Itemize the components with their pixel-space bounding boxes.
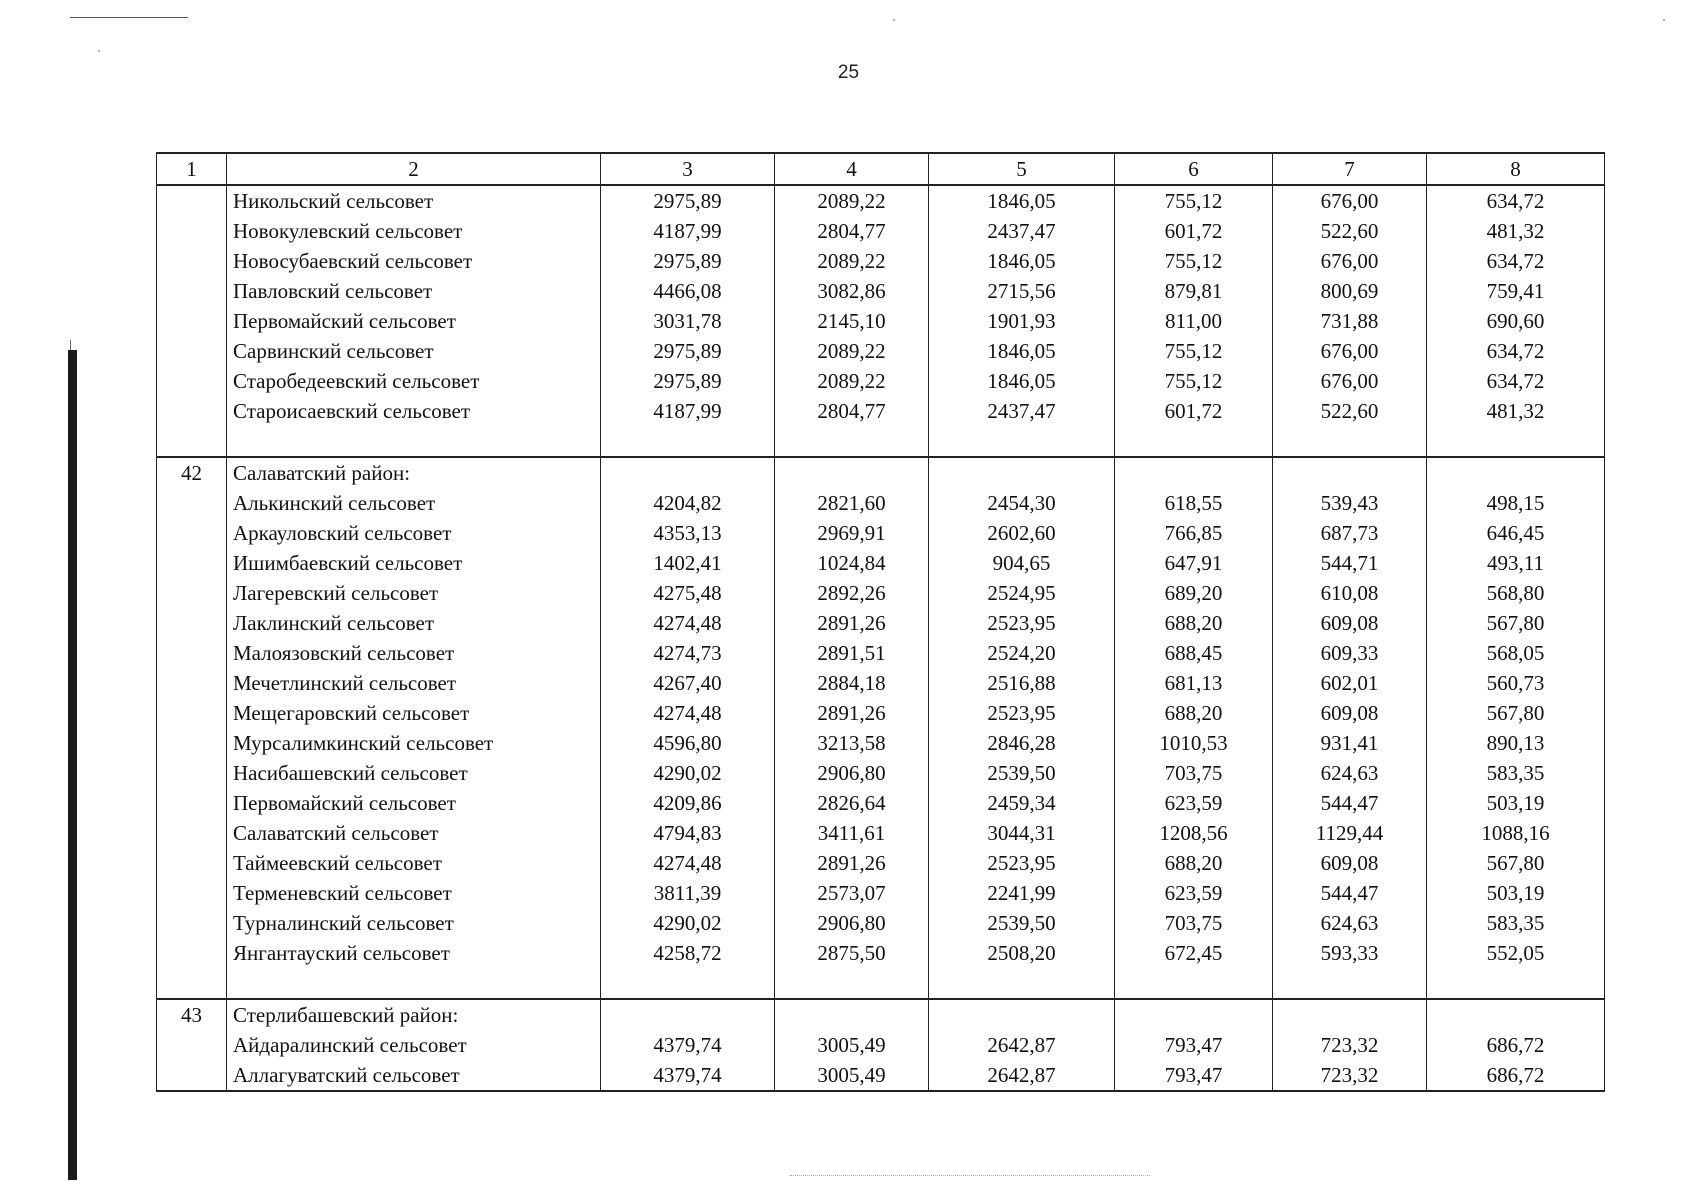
value-col-4: 2089,22	[775, 246, 929, 276]
row-number	[157, 548, 227, 578]
settlement-name: Турналинский сельсовет	[227, 908, 601, 938]
value-col-4: 2089,22	[775, 185, 929, 216]
row-number	[157, 1030, 227, 1060]
value-col-8: 503,19	[1427, 788, 1605, 818]
value-col-7: 544,71	[1273, 548, 1427, 578]
scan-artifact-dashes	[790, 1175, 1150, 1176]
value-col-7: 522,60	[1273, 396, 1427, 457]
row-number	[157, 246, 227, 276]
empty-cell	[1273, 999, 1427, 1030]
value-col-5: 2539,50	[929, 758, 1115, 788]
value-col-3: 4187,99	[601, 396, 775, 457]
value-col-8: 646,45	[1427, 518, 1605, 548]
row-number: 42	[157, 457, 227, 488]
row-number	[157, 788, 227, 818]
column-number-7: 7	[1273, 153, 1427, 185]
row-number	[157, 276, 227, 306]
empty-cell	[1273, 457, 1427, 488]
value-col-5: 2524,95	[929, 578, 1115, 608]
value-col-7: 624,63	[1273, 908, 1427, 938]
empty-cell	[775, 457, 929, 488]
value-col-5: 2437,47	[929, 396, 1115, 457]
row-number	[157, 396, 227, 457]
settlement-name: Аллагуватский сельсовет	[227, 1060, 601, 1091]
empty-cell	[929, 457, 1115, 488]
settlement-name: Новокулевский сельсовет	[227, 216, 601, 246]
table-row	[157, 668, 1605, 698]
value-col-8: 686,72	[1427, 1030, 1605, 1060]
value-col-7: 931,41	[1273, 728, 1427, 758]
value-col-5: 1846,05	[929, 366, 1115, 396]
value-col-5: 2516,88	[929, 668, 1115, 698]
value-col-3: 1402,41	[601, 548, 775, 578]
column-number-4: 4	[775, 153, 929, 185]
value-col-5: 2539,50	[929, 908, 1115, 938]
value-col-6: 703,75	[1115, 908, 1273, 938]
value-col-8: 759,41	[1427, 276, 1605, 306]
settlement-name: Насибашевский сельсовет	[227, 758, 601, 788]
value-col-7: 687,73	[1273, 518, 1427, 548]
value-col-5: 1901,93	[929, 306, 1115, 336]
value-col-6: 623,59	[1115, 788, 1273, 818]
value-col-5: 2523,95	[929, 848, 1115, 878]
value-col-4: 2892,26	[775, 578, 929, 608]
value-col-3: 4274,73	[601, 638, 775, 668]
value-col-4: 2089,22	[775, 336, 929, 366]
row-number	[157, 698, 227, 728]
value-col-6: 618,55	[1115, 488, 1273, 518]
settlement-name: Новосубаевский сельсовет	[227, 246, 601, 276]
value-col-3: 4290,02	[601, 758, 775, 788]
value-col-6: 601,72	[1115, 396, 1273, 457]
value-col-8: 481,32	[1427, 396, 1605, 457]
value-col-7: 609,08	[1273, 608, 1427, 638]
value-col-4: 2891,51	[775, 638, 929, 668]
value-col-5: 2524,20	[929, 638, 1115, 668]
value-col-8: 890,13	[1427, 728, 1605, 758]
value-col-7: 731,88	[1273, 306, 1427, 336]
value-col-3: 4379,74	[601, 1030, 775, 1060]
value-col-6: 755,12	[1115, 246, 1273, 276]
value-col-7: 609,08	[1273, 848, 1427, 878]
table-row	[157, 788, 1605, 818]
table-row	[157, 185, 1605, 216]
scan-artifact-dot	[893, 19, 895, 21]
value-col-5: 2508,20	[929, 938, 1115, 999]
value-col-6: 811,00	[1115, 306, 1273, 336]
row-number	[157, 185, 227, 216]
value-col-3: 3811,39	[601, 878, 775, 908]
row-number	[157, 306, 227, 336]
table-row	[157, 366, 1605, 396]
value-col-8: 634,72	[1427, 246, 1605, 276]
value-col-8: 560,73	[1427, 668, 1605, 698]
row-number: 43	[157, 999, 227, 1030]
value-col-6: 688,20	[1115, 608, 1273, 638]
value-col-3: 4379,74	[601, 1060, 775, 1091]
row-number	[157, 366, 227, 396]
value-col-7: 723,32	[1273, 1060, 1427, 1091]
value-col-8: 567,80	[1427, 608, 1605, 638]
table-row	[157, 908, 1605, 938]
value-col-3: 2975,89	[601, 246, 775, 276]
value-col-6: 647,91	[1115, 548, 1273, 578]
row-number	[157, 878, 227, 908]
value-col-4: 2906,80	[775, 908, 929, 938]
row-number	[157, 608, 227, 638]
value-col-7: 676,00	[1273, 336, 1427, 366]
settlement-name: Мечетлинский сельсовет	[227, 668, 601, 698]
column-number-3: 3	[601, 153, 775, 185]
value-col-7: 602,01	[1273, 668, 1427, 698]
table-row	[157, 698, 1605, 728]
value-col-3: 3031,78	[601, 306, 775, 336]
value-col-4: 2804,77	[775, 216, 929, 246]
value-col-3: 4267,40	[601, 668, 775, 698]
settlement-name: Староисаевский сельсовет	[227, 396, 601, 457]
row-number	[157, 518, 227, 548]
table-row	[157, 518, 1605, 548]
table-row	[157, 938, 1605, 999]
value-col-4: 2906,80	[775, 758, 929, 788]
table-row	[157, 216, 1605, 246]
value-col-7: 609,33	[1273, 638, 1427, 668]
row-number	[157, 908, 227, 938]
value-col-5: 2642,87	[929, 1060, 1115, 1091]
empty-cell	[601, 457, 775, 488]
value-col-7: 723,32	[1273, 1030, 1427, 1060]
data-table	[156, 152, 1605, 1092]
settlement-name: Айдаралинский сельсовет	[227, 1030, 601, 1060]
value-col-5: 2459,34	[929, 788, 1115, 818]
settlement-name: Терменевский сельсовет	[227, 878, 601, 908]
value-col-3: 4794,83	[601, 818, 775, 848]
value-col-7: 610,08	[1273, 578, 1427, 608]
empty-cell	[775, 999, 929, 1030]
value-col-3: 4274,48	[601, 848, 775, 878]
value-col-8: 481,32	[1427, 216, 1605, 246]
column-number-header	[157, 153, 1605, 185]
table-row	[157, 878, 1605, 908]
row-number	[157, 336, 227, 366]
table-row	[157, 246, 1605, 276]
row-number	[157, 938, 227, 999]
value-col-6: 793,47	[1115, 1060, 1273, 1091]
row-number	[157, 848, 227, 878]
value-col-7: 544,47	[1273, 788, 1427, 818]
settlement-name: Алькинский сельсовет	[227, 488, 601, 518]
value-col-3: 4187,99	[601, 216, 775, 246]
value-col-6: 623,59	[1115, 878, 1273, 908]
settlement-name: Ишимбаевский сельсовет	[227, 548, 601, 578]
value-col-8: 686,72	[1427, 1060, 1605, 1091]
value-col-3: 4274,48	[601, 698, 775, 728]
value-col-6: 689,20	[1115, 578, 1273, 608]
value-col-6: 755,12	[1115, 336, 1273, 366]
value-col-7: 676,00	[1273, 246, 1427, 276]
value-col-4: 3005,49	[775, 1060, 929, 1091]
value-col-8: 567,80	[1427, 848, 1605, 878]
column-number-5: 5	[929, 153, 1115, 185]
value-col-8: 583,35	[1427, 908, 1605, 938]
value-col-6: 672,45	[1115, 938, 1273, 999]
settlement-name: Сарвинский сельсовет	[227, 336, 601, 366]
district-name: Стерлибашевский район:	[227, 999, 601, 1030]
scan-artifact-line	[70, 17, 188, 18]
value-col-3: 4353,13	[601, 518, 775, 548]
scan-artifact-dot	[1663, 19, 1665, 21]
table-row	[157, 848, 1605, 878]
value-col-4: 3082,86	[775, 276, 929, 306]
value-col-4: 3213,58	[775, 728, 929, 758]
value-col-3: 4290,02	[601, 908, 775, 938]
empty-cell	[929, 999, 1115, 1030]
value-col-3: 4596,80	[601, 728, 775, 758]
table-row	[157, 1060, 1605, 1091]
value-col-4: 3411,61	[775, 818, 929, 848]
binding-shadow	[68, 350, 77, 1180]
settlement-name: Первомайский сельсовет	[227, 306, 601, 336]
settlement-name: Павловский сельсовет	[227, 276, 601, 306]
settlement-name: Никольский сельсовет	[227, 185, 601, 216]
value-col-3: 4204,82	[601, 488, 775, 518]
value-col-8: 552,05	[1427, 938, 1605, 999]
value-col-5: 2715,56	[929, 276, 1115, 306]
table-body	[157, 185, 1605, 1091]
table-row	[157, 608, 1605, 638]
value-col-8: 498,15	[1427, 488, 1605, 518]
table-row	[157, 728, 1605, 758]
value-col-3: 2975,89	[601, 185, 775, 216]
row-number	[157, 578, 227, 608]
value-col-4: 2891,26	[775, 698, 929, 728]
column-number-2: 2	[227, 153, 601, 185]
value-col-6: 755,12	[1115, 185, 1273, 216]
value-col-8: 493,11	[1427, 548, 1605, 578]
value-col-3: 2975,89	[601, 336, 775, 366]
table-row	[157, 488, 1605, 518]
value-col-6: 703,75	[1115, 758, 1273, 788]
value-col-8: 690,60	[1427, 306, 1605, 336]
row-number	[157, 216, 227, 246]
value-col-5: 3044,31	[929, 818, 1115, 848]
settlement-name: Лаклинский сельсовет	[227, 608, 601, 638]
value-col-8: 583,35	[1427, 758, 1605, 788]
value-col-5: 2241,99	[929, 878, 1115, 908]
table-row	[157, 336, 1605, 366]
value-col-4: 2875,50	[775, 938, 929, 999]
value-col-4: 2884,18	[775, 668, 929, 698]
settlement-name: Янгантауский сельсовет	[227, 938, 601, 999]
table-row	[157, 638, 1605, 668]
settlement-name: Мещегаровский сельсовет	[227, 698, 601, 728]
row-number	[157, 488, 227, 518]
row-number	[157, 638, 227, 668]
value-col-8: 568,80	[1427, 578, 1605, 608]
district-row	[157, 999, 1605, 1030]
value-col-4: 2891,26	[775, 848, 929, 878]
settlement-name: Старобедеевский сельсовет	[227, 366, 601, 396]
settlement-name: Лагеревский сельсовет	[227, 578, 601, 608]
value-col-8: 503,19	[1427, 878, 1605, 908]
value-col-6: 766,85	[1115, 518, 1273, 548]
value-col-4: 2826,64	[775, 788, 929, 818]
value-col-3: 2975,89	[601, 366, 775, 396]
row-number	[157, 758, 227, 788]
value-col-4: 2804,77	[775, 396, 929, 457]
value-col-8: 568,05	[1427, 638, 1605, 668]
value-col-7: 624,63	[1273, 758, 1427, 788]
table-row	[157, 1030, 1605, 1060]
value-col-6: 879,81	[1115, 276, 1273, 306]
value-col-8: 567,80	[1427, 698, 1605, 728]
value-col-3: 4209,86	[601, 788, 775, 818]
value-col-4: 2145,10	[775, 306, 929, 336]
page-number: 25	[837, 62, 860, 83]
value-col-5: 904,65	[929, 548, 1115, 578]
settlement-name: Мурсалимкинский сельсовет	[227, 728, 601, 758]
value-col-5: 2523,95	[929, 698, 1115, 728]
empty-cell	[601, 999, 775, 1030]
value-col-4: 2089,22	[775, 366, 929, 396]
value-col-6: 755,12	[1115, 366, 1273, 396]
table-row	[157, 276, 1605, 306]
value-col-3: 4258,72	[601, 938, 775, 999]
table-row	[157, 396, 1605, 457]
value-col-7: 676,00	[1273, 185, 1427, 216]
empty-cell	[1427, 999, 1605, 1030]
settlement-name: Таймеевский сельсовет	[227, 848, 601, 878]
value-col-6: 681,13	[1115, 668, 1273, 698]
settlement-name: Малоязовский сельсовет	[227, 638, 601, 668]
value-col-5: 2846,28	[929, 728, 1115, 758]
value-col-6: 688,45	[1115, 638, 1273, 668]
value-col-5: 2454,30	[929, 488, 1115, 518]
value-col-6: 1010,53	[1115, 728, 1273, 758]
table-row	[157, 818, 1605, 848]
district-row	[157, 457, 1605, 488]
value-col-8: 1088,16	[1427, 818, 1605, 848]
value-col-8: 634,72	[1427, 366, 1605, 396]
value-col-7: 522,60	[1273, 216, 1427, 246]
value-col-5: 1846,05	[929, 246, 1115, 276]
value-col-5: 2437,47	[929, 216, 1115, 246]
value-col-7: 539,43	[1273, 488, 1427, 518]
empty-cell	[1115, 457, 1273, 488]
value-col-7: 676,00	[1273, 366, 1427, 396]
value-col-4: 2891,26	[775, 608, 929, 638]
settlement-name: Первомайский сельсовет	[227, 788, 601, 818]
value-col-3: 4274,48	[601, 608, 775, 638]
table-row	[157, 758, 1605, 788]
value-col-7: 800,69	[1273, 276, 1427, 306]
value-col-6: 688,20	[1115, 698, 1273, 728]
value-col-4: 2821,60	[775, 488, 929, 518]
row-number	[157, 818, 227, 848]
value-col-6: 793,47	[1115, 1030, 1273, 1060]
value-col-6: 1208,56	[1115, 818, 1273, 848]
value-col-5: 2523,95	[929, 608, 1115, 638]
value-col-3: 4275,48	[601, 578, 775, 608]
value-col-7: 609,08	[1273, 698, 1427, 728]
value-col-8: 634,72	[1427, 336, 1605, 366]
value-col-7: 1129,44	[1273, 818, 1427, 848]
table-row	[157, 548, 1605, 578]
empty-cell	[1427, 457, 1605, 488]
table-row	[157, 578, 1605, 608]
value-col-5: 2642,87	[929, 1030, 1115, 1060]
row-number	[157, 728, 227, 758]
value-col-5: 2602,60	[929, 518, 1115, 548]
settlement-name: Салаватский сельсовет	[227, 818, 601, 848]
column-number-6: 6	[1115, 153, 1273, 185]
table-row	[157, 306, 1605, 336]
value-col-8: 634,72	[1427, 185, 1605, 216]
value-col-5: 1846,05	[929, 336, 1115, 366]
empty-cell	[1115, 999, 1273, 1030]
value-col-6: 688,20	[1115, 848, 1273, 878]
value-col-4: 3005,49	[775, 1030, 929, 1060]
value-col-7: 544,47	[1273, 878, 1427, 908]
settlement-name: Аркауловский сельсовет	[227, 518, 601, 548]
row-number	[157, 1060, 227, 1091]
column-number-1: 1	[157, 153, 227, 185]
column-number-8: 8	[1427, 153, 1605, 185]
value-col-5: 1846,05	[929, 185, 1115, 216]
value-col-6: 601,72	[1115, 216, 1273, 246]
district-name: Салаватский район:	[227, 457, 601, 488]
value-col-3: 4466,08	[601, 276, 775, 306]
value-col-4: 1024,84	[775, 548, 929, 578]
value-col-7: 593,33	[1273, 938, 1427, 999]
value-col-4: 2969,91	[775, 518, 929, 548]
value-col-4: 2573,07	[775, 878, 929, 908]
scan-artifact-dot	[98, 50, 100, 52]
row-number	[157, 668, 227, 698]
